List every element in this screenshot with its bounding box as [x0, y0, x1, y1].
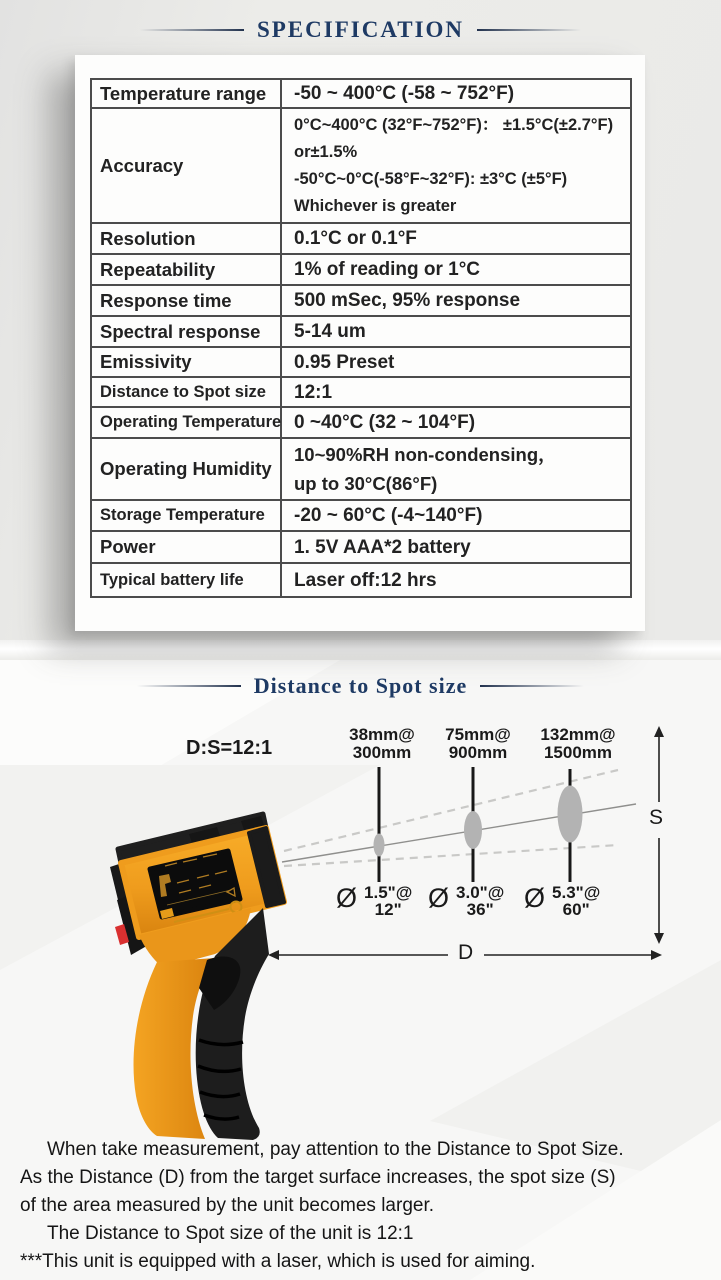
inch-distance-line: 12" — [374, 900, 402, 919]
table-row — [92, 501, 630, 532]
table-row — [92, 317, 630, 348]
inch-lines — [456, 884, 504, 918]
spec-value-cell — [282, 286, 630, 315]
spec-label-cell: Repeatability — [92, 255, 282, 284]
table-row — [92, 408, 630, 439]
laser-center-line — [282, 804, 636, 862]
spec-label-cell: Operating Temperature — [92, 408, 282, 437]
spec-table — [90, 78, 632, 598]
spec-value-line: 0°C~400°C (32°F~752°F)： ±1.5°C(±2.7°F) — [294, 115, 614, 134]
spec-value-cell — [282, 564, 630, 596]
s-arrowhead-bottom — [654, 933, 664, 944]
inch-distance-line: 36" — [466, 900, 494, 919]
inch-size-line: 3.0"@ — [456, 883, 505, 902]
table-row — [92, 224, 630, 255]
spec-value-line: 10~90%RH non-condensing， — [294, 444, 557, 465]
spot-diameter-label — [428, 884, 504, 918]
distance-title: Distance to Spot size — [253, 673, 468, 698]
inch-size-line: 5.3"@ — [552, 883, 601, 902]
mm-size-line: 38mm@ — [349, 725, 415, 744]
spec-value-cell — [282, 255, 630, 284]
spec-value-line: up to 30°C(86°F) — [294, 473, 438, 494]
table-row — [92, 378, 630, 408]
spec-value-line: 1% of reading or 1°C — [294, 259, 481, 280]
mm-size-line: 75mm@ — [445, 725, 511, 744]
mm-distance-line: 900mm — [448, 742, 508, 762]
spec-value-line: -50°C~0°C(-58°F~32°F): ±3°C (±5°F) — [294, 169, 568, 188]
spec-value-line: -50 ~ 400°C (-58 ~ 752°F) — [294, 83, 515, 104]
table-row — [92, 80, 630, 109]
spec-value-cell — [282, 501, 630, 530]
spec-label-cell: Power — [92, 532, 282, 562]
spot-ellipse-3 — [558, 786, 583, 843]
spec-label-cell: Accuracy — [92, 109, 282, 222]
note-line: As the Distance (D) from the target surface increases, the spot size (S) — [20, 1167, 616, 1188]
inch-lines — [552, 884, 600, 918]
spec-value-line: Laser off:12 hrs — [294, 569, 437, 591]
spec-label-cell: Distance to Spot size — [92, 378, 282, 406]
spec-label-cell: Temperature range — [92, 80, 282, 107]
beam-cone-lower-dashed-line — [284, 845, 618, 866]
spec-label-cell: Typical battery life — [92, 564, 282, 596]
title-rule-left — [137, 685, 241, 687]
spec-label-cell: Spectral response — [92, 317, 282, 346]
spec-value-line: or±1.5% — [294, 142, 358, 161]
spec-value-line: 5-14 um — [294, 321, 366, 342]
table-row — [92, 286, 630, 317]
table-row — [92, 439, 630, 501]
mm-size-line: 132mm@ — [540, 725, 616, 744]
spec-value-line: 0.95 Preset — [294, 351, 395, 373]
spec-value-cell — [282, 224, 630, 253]
distance-mm-label — [445, 726, 511, 761]
spot-ellipse-2 — [464, 811, 482, 849]
inch-size-line: 1.5"@ — [364, 883, 413, 902]
diameter-icon: Ø — [524, 883, 546, 913]
usage-notes — [20, 1136, 712, 1276]
title-rule-right — [480, 685, 584, 687]
spec-value-line: 500 mSec, 95% response — [294, 290, 521, 311]
spec-label-cell: Resolution — [92, 224, 282, 253]
inch-distance-line: 60" — [562, 900, 590, 919]
spec-value-line: 0 ~40°C (32 ~ 104°F) — [294, 412, 476, 433]
spec-value-cell — [282, 109, 630, 222]
spot-diameter-label — [336, 884, 412, 918]
note-line: The Distance to Spot size of the unit is 12:1 — [47, 1223, 414, 1244]
specification-title: SPECIFICATION — [256, 17, 465, 42]
ds-ratio-label: D:S=12:1 — [186, 737, 273, 759]
note-line: of the area measured by the unit becomes larger. — [20, 1195, 435, 1216]
distance-mm-label — [540, 726, 615, 761]
spec-value-cell — [282, 348, 630, 376]
table-row — [92, 532, 630, 564]
note-line: ***This unit is equipped with a laser, which is used for aiming. — [20, 1251, 536, 1272]
d-arrowhead-right — [651, 950, 662, 960]
spec-value-cell — [282, 439, 630, 499]
mm-distance-line: 1500mm — [543, 742, 613, 762]
spec-value-line: 12:1 — [294, 381, 333, 403]
table-row — [92, 348, 630, 378]
mm-distance-line: 300mm — [352, 742, 412, 762]
spec-value-cell — [282, 378, 630, 406]
ir-thermometer-gun — [103, 808, 293, 1140]
d-axis-label: D — [458, 941, 474, 964]
table-row — [92, 109, 630, 224]
spec-value-cell — [282, 532, 630, 562]
spec-value-line: -20 ~ 60°C (-4~140°F) — [294, 505, 483, 526]
spec-value-line: Whichever is greater — [294, 196, 457, 215]
diameter-icon: Ø — [428, 883, 450, 913]
specification-title-row — [0, 17, 721, 43]
diameter-icon: Ø — [336, 883, 358, 913]
spec-card — [75, 55, 645, 631]
spot-ellipse-1 — [374, 834, 385, 857]
distance-mm-label — [349, 726, 415, 761]
spec-value-cell — [282, 317, 630, 346]
title-rule-left — [140, 29, 244, 31]
spec-label-cell: Response time — [92, 286, 282, 315]
spec-label-cell: Emissivity — [92, 348, 282, 376]
table-row — [92, 564, 630, 596]
s-arrowhead-top — [654, 726, 664, 737]
spec-value-line: 0.1°C or 0.1°F — [294, 228, 417, 249]
shelf-divider — [0, 640, 721, 660]
spec-value-line: 1. 5V AAA*2 battery — [294, 536, 471, 558]
spec-label-cell: Storage Temperature — [92, 501, 282, 530]
spec-value-cell — [282, 408, 630, 437]
table-row — [92, 255, 630, 286]
inch-lines — [364, 884, 412, 918]
title-rule-right — [477, 29, 581, 31]
spot-diameter-label — [524, 884, 600, 918]
spec-label-cell: Operating Humidity — [92, 439, 282, 499]
spec-value-cell — [282, 80, 630, 107]
note-line: When take measurement, pay attention to the Distance to Spot Size. — [47, 1139, 624, 1160]
distance-title-row — [0, 673, 721, 699]
s-axis-label: S — [649, 806, 664, 829]
